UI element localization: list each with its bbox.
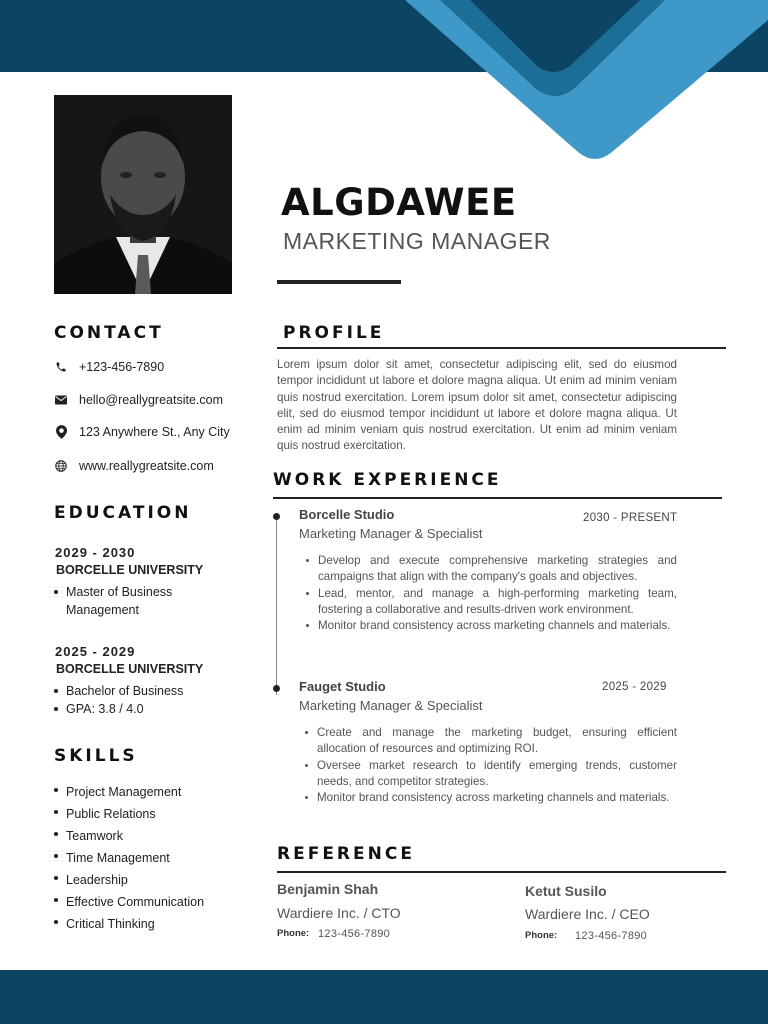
education-details — [54, 583, 214, 619]
education-years: 2029 - 2030 — [55, 545, 136, 560]
education-details — [54, 682, 234, 718]
education-school: BORCELLE UNIVERSITY — [56, 563, 204, 577]
contact-address-text: 123 Anywhere St., Any City — [79, 425, 230, 439]
reference-name: Ketut Susilo — [525, 883, 607, 899]
job-company: Fauget Studio — [299, 679, 386, 694]
skills-list — [54, 781, 254, 935]
reference-company: Wardiere Inc. / CEO — [525, 906, 650, 922]
experience-heading: WORK EXPERIENCE — [273, 470, 502, 490]
reference-rule — [277, 871, 726, 873]
contact-phone-text: +123-456-7890 — [79, 360, 165, 374]
contact-heading: CONTACT — [54, 323, 164, 343]
globe-icon — [54, 459, 68, 473]
footer-band — [0, 970, 768, 1024]
reference-phone: 123-456-7890 — [575, 930, 648, 942]
education-detail: Bachelor of Business — [54, 682, 234, 700]
skill-item: Public Relations — [54, 803, 254, 825]
experience-rule — [273, 497, 722, 499]
contact-phone — [54, 360, 164, 374]
title-underline — [277, 280, 401, 284]
reference-company: Wardiere Inc. / CTO — [277, 905, 401, 921]
job-duty: Monitor brand consistency across marketing channels and materials. — [305, 790, 677, 806]
job-duty: Create and manage the marketing budget, ensuring efficient allocation of resources and optimizing ROI. — [305, 725, 677, 758]
skill-item: Time Management — [54, 847, 254, 869]
education-detail: GPA: 3.8 / 4.0 — [54, 700, 234, 718]
job-period: 2030 - PRESENT — [583, 512, 678, 524]
job-duty: Lead, mentor, and manage a high-performing marketing team, fostering a collaborative and results-driven work environment. — [306, 586, 677, 619]
candidate-name: ALGDAWEE — [281, 181, 517, 224]
candidate-title: MARKETING MANAGER — [283, 228, 551, 254]
profile-photo — [54, 95, 232, 294]
job-period: 2025 - 2029 — [602, 681, 667, 693]
profile-rule — [277, 347, 726, 349]
contact-address — [54, 425, 230, 439]
education-heading: EDUCATION — [54, 503, 192, 523]
skills-heading: SKILLS — [54, 746, 138, 766]
reference-name: Benjamin Shah — [277, 881, 379, 897]
job-role: Marketing Manager & Specialist — [299, 698, 483, 713]
education-detail: Master of Business Management — [54, 583, 214, 619]
reference-heading: REFERENCE — [277, 844, 415, 864]
timeline-dot — [273, 685, 280, 692]
contact-email — [54, 393, 223, 407]
contact-email-text: hello@reallygreatsite.com — [79, 393, 224, 407]
job-role: Marketing Manager & Specialist — [299, 526, 483, 541]
skill-item: Teamwork — [54, 825, 254, 847]
experience-timeline — [276, 515, 277, 695]
reference-phone: 123-456-7890 — [318, 928, 391, 940]
skill-item: Critical Thinking — [54, 913, 254, 935]
profile-heading: PROFILE — [283, 323, 385, 343]
contact-website — [54, 459, 214, 473]
job-duty: Monitor brand consistency across marketing channels and materials. — [306, 618, 677, 634]
profile-text: Lorem ipsum dolor sit amet, consectetur adipiscing elit, sed do eiusmod tempor incididunt ut labore et dolore magna aliqua. Ut enim ad minim veniam quis nostrud exercitation. Lorem ipsum dolor sit amet, consectetur adipiscing elit, sed do eiusmod tempor incididunt ut labore et dolore magna aliqua. Ut enim ad minim veniam quis nostrud exercitation. Ut enim ad minim veniam quis nostrud exercitation. — [277, 358, 677, 453]
contact-website-text: www.reallygreatsite.com — [79, 459, 214, 473]
job-company: Borcelle Studio — [299, 507, 395, 522]
skill-item: Effective Communication — [54, 891, 254, 913]
job-duty: Oversee market research to identify emerging trends, customer needs, and competitor strategies. — [305, 758, 677, 791]
reference-phone-label: Phone: — [277, 928, 310, 939]
job-duty: Develop and execute comprehensive marketing strategies and campaigns that align with the company's goals and objectives. — [306, 553, 677, 586]
phone-icon — [54, 360, 68, 374]
location-pin-icon — [54, 425, 68, 439]
education-years: 2025 - 2029 — [55, 644, 136, 659]
job-duties — [306, 553, 677, 634]
skill-item: Project Management — [54, 781, 254, 803]
job-duties — [305, 725, 677, 806]
timeline-dot — [273, 513, 280, 520]
education-school: BORCELLE UNIVERSITY — [56, 662, 204, 676]
skill-item: Leadership — [54, 869, 254, 891]
mail-icon — [54, 393, 68, 407]
reference-phone-label: Phone: — [525, 930, 558, 941]
